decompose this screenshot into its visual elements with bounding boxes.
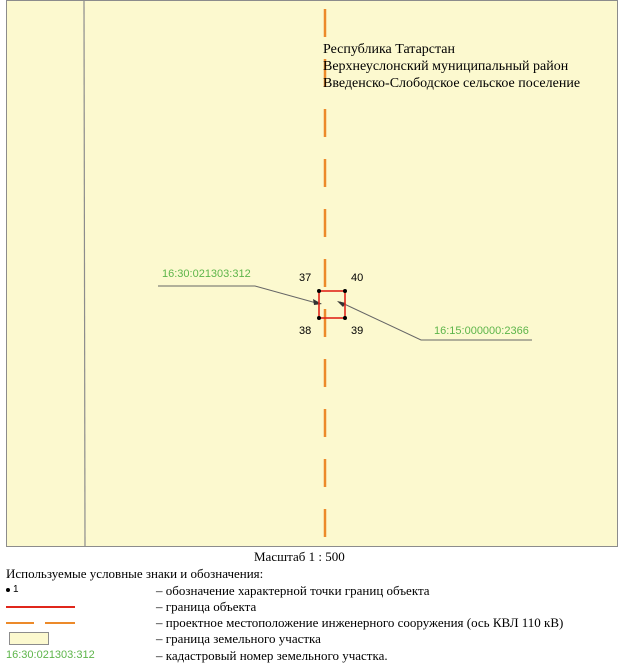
point-37-label: 37 (299, 272, 312, 284)
legend-desc-object-boundary: – граница объекта (156, 599, 257, 614)
legend-symbol-orange-dashed (6, 615, 156, 631)
legend-desc-engineering-axis: – проектное местоположение инженерного сооружения (ось КВЛ 110 кВ) (156, 615, 564, 630)
point-39-marker (343, 316, 347, 320)
legend-row-parcel-boundary (6, 631, 616, 647)
point-38-label: 38 (299, 325, 312, 337)
point-dot-icon (6, 588, 10, 592)
orange-dash-icon (45, 622, 75, 624)
legend-row-engineering-axis (6, 615, 616, 631)
legend-row-object-boundary (6, 599, 616, 615)
legend-title: Используемые условные знаки и обозначения: (6, 566, 264, 581)
point-37-marker (317, 289, 321, 293)
region-line-district: Верхнеуслонский муниципальный район (323, 59, 569, 74)
legend-row-cadastral-number (6, 648, 616, 664)
point-40-marker (343, 289, 347, 293)
cadastral-label-right: 16:15:000000:2366 (434, 325, 529, 337)
orange-dash-icon (6, 622, 34, 624)
point-38-marker (317, 316, 321, 320)
legend-desc-point: – обозначение характерной точки границ объекта (156, 583, 430, 598)
cadastral-label-left: 16:30:021303:312 (162, 268, 251, 280)
legend-symbol-cadastral-text (6, 648, 156, 664)
red-line-icon (6, 606, 75, 608)
region-line-settlement: Введенско-Слободское сельское поселение (323, 76, 581, 91)
legend-symbol-point (6, 583, 156, 599)
legend-row-point (6, 583, 616, 599)
arrowhead-left (313, 299, 322, 305)
parcel-box-icon (9, 632, 49, 645)
map-area (6, 0, 618, 547)
region-line-republic: Республика Татарстан (323, 42, 456, 57)
legend-point-label: 1 (13, 584, 19, 595)
point-39-label: 39 (351, 325, 364, 337)
parcel-boundary-line (84, 1, 85, 547)
legend-cadastral-sample: 16:30:021303:312 (6, 649, 95, 661)
legend-desc-cadastral-number: – кадастровый номер земельного участка. (156, 648, 388, 663)
legend-symbol-red-line (6, 599, 156, 615)
leader-line-left (158, 286, 320, 304)
legend-symbol-parcel-box (6, 631, 156, 647)
point-40-label: 40 (351, 272, 364, 284)
region-caption (323, 41, 580, 92)
legend-desc-parcel-boundary: – граница земельного участка (156, 631, 321, 646)
map-scale: Масштаб 1 : 500 (254, 549, 345, 564)
